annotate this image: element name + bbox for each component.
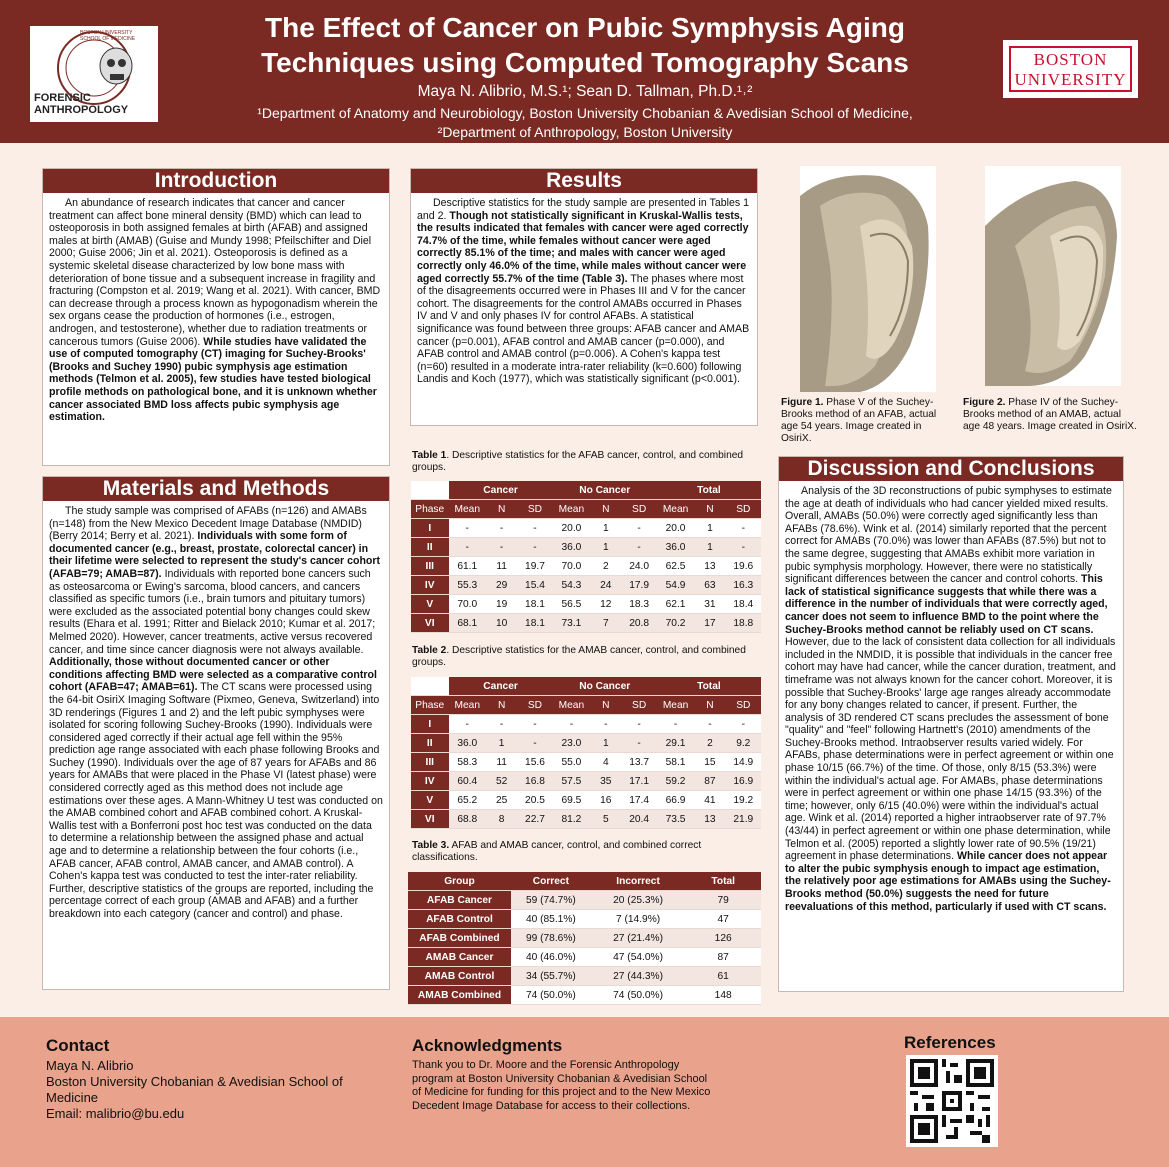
affiliation-1: ¹Department of Anatomy and Neurobiology, Boston University Chobanian & Avedisian School of Medicine, xyxy=(257,105,913,121)
table2-value-cell: 73.5 xyxy=(657,810,695,829)
table-row xyxy=(411,734,761,753)
table2-value-cell: - xyxy=(694,715,725,734)
table2-value-cell: 1 xyxy=(590,734,621,753)
table2-value-cell: 25 xyxy=(486,791,517,810)
contact-name: Maya N. Alibrio xyxy=(46,1058,134,1073)
methods-bold-2: Additionally, those without documented cancer or other conditions affecting BMD were selected as a comparative control cohort (AFAB=47; AMAB=61). xyxy=(49,656,377,694)
table2-caption-label: Table 2 xyxy=(412,645,447,656)
table2-value-cell: 4 xyxy=(590,753,621,772)
table1-phase-cell: II xyxy=(411,538,449,557)
table1-caption-text: . Descriptive statistics for the AFAB cancer, control, and combined groups. xyxy=(412,450,744,473)
table1-value-cell: - xyxy=(726,519,761,538)
table3-group-cell: AFAB Cancer xyxy=(408,891,511,910)
table1-value-cell: 18.4 xyxy=(726,595,761,614)
table-row xyxy=(411,772,761,791)
table2-column-header: N xyxy=(486,696,517,715)
table-row xyxy=(408,910,761,929)
table2-value-cell: 5 xyxy=(590,810,621,829)
table3-value-cell: 47 (54.0%) xyxy=(591,948,686,967)
table3-value-cell: 126 xyxy=(685,929,761,948)
table2-column-header: Phase xyxy=(411,696,449,715)
table1-value-cell: 73.1 xyxy=(553,614,591,633)
table1-value-cell: 20.0 xyxy=(657,519,695,538)
table2-caption xyxy=(412,645,767,669)
table2-group-header: No Cancer xyxy=(553,677,657,696)
table1-value-cell: 12 xyxy=(590,595,621,614)
table2-value-cell: 8 xyxy=(486,810,517,829)
acknowledgments-heading: Acknowledgments xyxy=(412,1036,563,1055)
results-bold-1: Though not statistically significant in Kruskal-Wallis tests, the results indicated that females with cancer were aged correctly 74.7% of the time, while females without cancer were aged correctly 85.1% of the time; and males with cancer were aged correctly only 46.0% of the time, while males without cancer were aged correctly 55.7% of the time (Table 3). xyxy=(417,209,749,285)
table-row xyxy=(411,614,761,633)
table2-value-cell: - xyxy=(657,715,695,734)
table1-value-cell: 19 xyxy=(486,595,517,614)
table1-value-cell: - xyxy=(449,538,487,557)
figure1-image xyxy=(800,166,936,392)
table2-value-cell: 23.0 xyxy=(553,734,591,753)
table1-value-cell: 18.8 xyxy=(726,614,761,633)
table-row xyxy=(411,810,761,829)
table-row xyxy=(411,519,761,538)
table1-column-header: N xyxy=(486,500,517,519)
table1-value-cell: 7 xyxy=(590,614,621,633)
table2-value-cell: - xyxy=(621,734,656,753)
table3-value-cell: 47 xyxy=(685,910,761,929)
table1-group-header: No Cancer xyxy=(553,481,657,500)
table3 xyxy=(408,872,761,1005)
contact-org-line1: Boston University Chobanian & Avedisian School of xyxy=(46,1074,343,1089)
table-row xyxy=(411,595,761,614)
table-row xyxy=(411,715,761,734)
table2-value-cell: 59.2 xyxy=(657,772,695,791)
table1-value-cell: 19.7 xyxy=(517,557,552,576)
table2-value-cell: - xyxy=(590,715,621,734)
table2-value-cell: 65.2 xyxy=(449,791,487,810)
table1-value-cell: 17 xyxy=(694,614,725,633)
table2-value-cell: 87 xyxy=(694,772,725,791)
affiliation-2: ²Department of Anthropology, Boston University xyxy=(437,124,733,140)
table1-column-header: Mean xyxy=(449,500,487,519)
table2-value-cell: 55.0 xyxy=(553,753,591,772)
figure1-caption-label: Figure 1. xyxy=(781,397,824,408)
table1-column-header: SD xyxy=(621,500,656,519)
table1-value-cell: 29 xyxy=(486,576,517,595)
contact-email[interactable]: Email: malibrio@bu.edu xyxy=(46,1106,185,1121)
table2-value-cell: - xyxy=(726,715,761,734)
table-row xyxy=(408,891,761,910)
table3-value-cell: 40 (46.0%) xyxy=(511,948,591,967)
references-heading: References xyxy=(904,1033,996,1052)
table3-value-cell: 74 (50.0%) xyxy=(511,986,591,1005)
introduction-text xyxy=(43,193,389,424)
table1-value-cell: 31 xyxy=(694,595,725,614)
table3-value-cell: 87 xyxy=(685,948,761,967)
contact-details xyxy=(46,1058,396,1122)
table2-value-cell: 9.2 xyxy=(726,734,761,753)
table1-value-cell: 1 xyxy=(590,538,621,557)
figure1-caption-text: Phase V of the Suchey-Brooks method of an AFAB, actual age 54 years. Image created in OsiriX. xyxy=(781,397,937,444)
table1-value-cell: 1 xyxy=(694,538,725,557)
table2-value-cell: 13.7 xyxy=(621,753,656,772)
table2-value-cell: 15 xyxy=(694,753,725,772)
methods-text-3: The CT scans were processed using the 64-bit OsiriX Imaging Software (Pixmeo, Geneva, Switzerland) into 3D renderings (Figures 1 and 2) and the left pubic symphyses were isolated for scoring following Suchey-Brooks (1990). Individuals were considered aged correctly if their actual age fell within the 95% prediction age range associated with each phase following Brooks and Suchey (1990). Individuals over the age of 87 years for AFABs and 86 years for AMABs that were placed in the Phase VI (latest phase) were considered correctly aged as this method does not include age estimations over these ages. A Mann-Whitney U test was conducted on the AMAB combined cohort and AFAB combined cohort. A Kruskal-Wallis test with a Bonferroni post hoc test was conducted on the data to determine a relationship between the assigned phase and actual age and to determine a relationship between the four cohorts (i.e., AFAB cancer, AFAB control, AMAB cancer, and AMAB control). A Cohen's kappa test was conducted to test the inter-rater reliability. Further, descriptive statistics of the groups are reported, including the percentage correct of each group (AMAB and AFAB) and a further breakdown into each category (cancer and control) and phase. xyxy=(49,681,383,920)
table2-phase-cell: IV xyxy=(411,772,449,791)
table2-value-cell: 19.2 xyxy=(726,791,761,810)
table1-value-cell: 62.1 xyxy=(657,595,695,614)
table2-phase-cell: V xyxy=(411,791,449,810)
methods-text-2: Individuals with reported bone cancers such as osteosarcoma or Ewing's sarcoma, blood cancers, and cancers classified as specific tumors (i.e., brain tumors and pituitary tumors) were excluded as the associated potential bony changes could skew results (Ehara et al. 1991; Ritter and Bielack 2010; Kumar et al. 2017; Melmed 2020). However, cancer treatments, active versus recovered cancer, and time since cancer diagnosis were not always available. xyxy=(49,567,376,656)
table1-value-cell: 54.3 xyxy=(553,576,591,595)
references-qr-code[interactable] xyxy=(906,1055,998,1147)
table1-value-cell: 13 xyxy=(694,557,725,576)
table1-column-header: SD xyxy=(517,500,552,519)
discussion-text xyxy=(779,481,1123,913)
results-text xyxy=(411,193,757,386)
poster-title xyxy=(180,10,990,80)
table2-value-cell: 35 xyxy=(590,772,621,791)
table2-phase-cell: II xyxy=(411,734,449,753)
table1-value-cell: 18.1 xyxy=(517,614,552,633)
table3-value-cell: 27 (21.4%) xyxy=(591,929,686,948)
table1-phase-cell: III xyxy=(411,557,449,576)
figure1-side-mark: L xyxy=(920,172,926,183)
table1-column-header: N xyxy=(590,500,621,519)
table1-value-cell: 55.3 xyxy=(449,576,487,595)
table1-column-header: SD xyxy=(726,500,761,519)
introduction-text-plain: An abundance of research indicates that cancer and cancer treatment can affect bone mineral density (BMD) which can lead to osteoporosis in both assigned females at birth (AFAB) and assigned males at birth (AMAB) (Guise and Mundy 1998; Pfeilschifter and Diel 2000; Guise 2006; Jin et al. 2021). Osteoporosis is defined as a systemic skeletal disease characterized by low bone mass with deterioration of bone tissue and a subsequent increase in fragility and fracturing (Compston et al. 2019; Wang et al. 2021). With cancer, BMD can decrease through a process known as hypogonadism wherein the sex organs cease the production of hormones (i.e., estrogen, androgen, and testosterone), whether due to radiation treatments or cancerous tumors (Guise 2006). xyxy=(49,197,381,348)
table3-group-cell: AMAB Combined xyxy=(408,986,511,1005)
table1-value-cell: - xyxy=(449,519,487,538)
bu-logo-line1: BOSTON xyxy=(1033,50,1108,69)
table3-value-cell: 20 (25.3%) xyxy=(591,891,686,910)
table1-value-cell: 24.0 xyxy=(621,557,656,576)
table2-value-cell: 20.4 xyxy=(621,810,656,829)
table2-value-cell: - xyxy=(621,715,656,734)
results-text-1: Descriptive statistics for the study sample are presented in Tables 1 and 2. xyxy=(417,197,750,222)
discussion-bold-2: While cancer does not appear to alter the pubic symphysis enough to impact age estimation, the relatively poor age estimations for AMABs using the Suchey-Brooks method (50.0%) suggests the need for future reevaluations of this method, particularly if used with CT scans. xyxy=(785,850,1111,913)
figure2-side-mark: L xyxy=(1105,172,1111,183)
table-row xyxy=(411,557,761,576)
introduction-panel xyxy=(42,168,390,466)
table2-value-cell: 68.8 xyxy=(449,810,487,829)
table3-value-cell: 7 (14.9%) xyxy=(591,910,686,929)
table2-value-cell: 15.6 xyxy=(517,753,552,772)
table2-value-cell: 52 xyxy=(486,772,517,791)
table2-group-header: Cancer xyxy=(449,677,553,696)
table2-value-cell: 20.5 xyxy=(517,791,552,810)
table3-value-cell: 61 xyxy=(685,967,761,986)
table2-column-header: N xyxy=(694,696,725,715)
poster-authors: Maya N. Alibrio, M.S.¹; Sean D. Tallman, Ph.D.¹˒² xyxy=(417,83,753,100)
table1-phase-cell: V xyxy=(411,595,449,614)
table2-value-cell: 58.3 xyxy=(449,753,487,772)
table1-value-cell: 70.2 xyxy=(657,614,695,633)
table1-value-cell: 62.5 xyxy=(657,557,695,576)
table3-value-cell: 79 xyxy=(685,891,761,910)
table-row xyxy=(411,538,761,557)
table1-value-cell: 17.9 xyxy=(621,576,656,595)
table1-value-cell: 16.3 xyxy=(726,576,761,595)
table2-value-cell: 21.9 xyxy=(726,810,761,829)
table2-value-cell: 81.2 xyxy=(553,810,591,829)
table3-group-cell: AMAB Control xyxy=(408,967,511,986)
table2-value-cell: 16 xyxy=(590,791,621,810)
table2-value-cell: 16.9 xyxy=(726,772,761,791)
table1-value-cell: 20.0 xyxy=(553,519,591,538)
table2-phase-cell: VI xyxy=(411,810,449,829)
table2-value-cell: 14.9 xyxy=(726,753,761,772)
table2-column-header: SD xyxy=(517,696,552,715)
table3-group-cell: AMAB Cancer xyxy=(408,948,511,967)
methods-text-1: The study sample was comprised of AFABs (n=126) and AMABs (n=148) from the New Mexico Decedent Image Database (NMDID) (Berry 2014; Berry et al. 2021). xyxy=(49,505,367,543)
table1-value-cell: - xyxy=(486,538,517,557)
table3-value-cell: 40 (85.1%) xyxy=(511,910,591,929)
table3-caption-label: Table 3. xyxy=(412,840,450,851)
table1-value-cell: 70.0 xyxy=(449,595,487,614)
figure2-image xyxy=(985,166,1121,386)
table2-value-cell: 60.4 xyxy=(449,772,487,791)
table3-column-header: Correct xyxy=(511,872,591,891)
introduction-text-bold: While studies have validated the use of computed tomography (CT) imaging for Suchey-Brooks' (Brooks and Suchey 1990) pubic symphysis age estimation methods (Telmon et al. 2005), few studies have tested biological profile methods on pathological bone, and it is unknown whether cancer associated BMD loss affects pubic symphysis age estimation. xyxy=(49,335,377,424)
table3-group-cell: AFAB Control xyxy=(408,910,511,929)
table1-value-cell: 54.9 xyxy=(657,576,695,595)
poster-affiliations xyxy=(180,104,990,142)
table2-value-cell: 22.7 xyxy=(517,810,552,829)
table2-corner-cell xyxy=(411,677,449,696)
table3-value-cell: 99 (78.6%) xyxy=(511,929,591,948)
table1-value-cell: 68.1 xyxy=(449,614,487,633)
table2-column-header: Mean xyxy=(657,696,695,715)
results-panel xyxy=(410,168,758,426)
forensic-anthropology-logo xyxy=(30,26,158,122)
table1-value-cell: 10 xyxy=(486,614,517,633)
table1-value-cell: 18.3 xyxy=(621,595,656,614)
table3-column-header: Group xyxy=(408,872,511,891)
table3-column-header: Total xyxy=(685,872,761,891)
table1-value-cell: 70.0 xyxy=(553,557,591,576)
table2-value-cell: 1 xyxy=(486,734,517,753)
table2-value-cell: - xyxy=(553,715,591,734)
table1-value-cell: - xyxy=(517,519,552,538)
table2-value-cell: 13 xyxy=(694,810,725,829)
table1-value-cell: - xyxy=(621,538,656,557)
table1-phase-cell: IV xyxy=(411,576,449,595)
table2-value-cell: 69.5 xyxy=(553,791,591,810)
table1-value-cell: - xyxy=(517,538,552,557)
table1-value-cell: 18.1 xyxy=(517,595,552,614)
table1-column-header: Mean xyxy=(657,500,695,519)
table1-value-cell: 56.5 xyxy=(553,595,591,614)
table2-value-cell: 17.1 xyxy=(621,772,656,791)
table2-column-header: Mean xyxy=(449,696,487,715)
boston-university-logo xyxy=(1003,40,1138,98)
methods-bold-1: Individuals with some form of documented cancer (e.g., breast, prostate, colorectal cancer) in their lifetime were selected to represent the study's cancer cohort (AFAB=79; AMAB=87). xyxy=(49,530,381,580)
table1-value-cell: 20.8 xyxy=(621,614,656,633)
contact-heading: Contact xyxy=(46,1036,110,1055)
poster-title-line1: The Effect of Cancer on Pubic Symphysis Aging xyxy=(265,12,905,43)
table2-column-header: SD xyxy=(726,696,761,715)
table2-value-cell: - xyxy=(449,715,487,734)
table-row xyxy=(411,576,761,595)
table2-value-cell: 58.1 xyxy=(657,753,695,772)
table2-value-cell: 16.8 xyxy=(517,772,552,791)
acknowledgments-text: Thank you to Dr. Moore and the Forensic Anthropology program at Boston University Chobanian & Avedisian School of Medicine for funding for this project and to the New Mexico Decedent Image Database for access to their collections. xyxy=(412,1059,711,1112)
table1-value-cell: 15.4 xyxy=(517,576,552,595)
table2-value-cell: 36.0 xyxy=(449,734,487,753)
bu-logo-line2: UNIVERSITY xyxy=(1014,70,1127,89)
table1-caption xyxy=(412,450,752,474)
table3-value-cell: 34 (55.7%) xyxy=(511,967,591,986)
discussion-text-1: Analysis of the 3D reconstructions of pubic symphyses to estimate the age at death of individuals who had cancer yielded mixed results. Overall, AMABs (50.0%) were correctly aged significantly less than AFABs (78.6%). Wink et al. (2014) similarly reported that the percent correct for AMABs (70.0%) was lower than AFABs (87.5%) but not to the same degree, suggesting that AMABs exhibit more variation in pubic symphysis morphology. However, there were no statistically significant differences between the cancer and control cohorts. xyxy=(785,485,1112,586)
table2-phase-cell: I xyxy=(411,715,449,734)
discussion-panel xyxy=(778,456,1124,992)
table1-value-cell: 19.6 xyxy=(726,557,761,576)
discussion-bold-1: This lack of statistical significance suggests that while there was a difference in the number of individuals that were correctly aged, cancer does not seem to influence BMD to the point where the Suchey-Brooks method cannot be reliably used on CT scans. xyxy=(785,573,1108,636)
methods-panel xyxy=(42,476,390,990)
table1-group-header: Cancer xyxy=(449,481,553,500)
table1-phase-cell: I xyxy=(411,519,449,538)
table2-group-header: Total xyxy=(657,677,761,696)
table2-value-cell: - xyxy=(486,715,517,734)
table1-value-cell: 36.0 xyxy=(553,538,591,557)
table2-phase-cell: III xyxy=(411,753,449,772)
logo-ring-text: BOSTON UNIVERSITY SCHOOL OF MEDICINE xyxy=(80,30,136,42)
results-heading: Results xyxy=(411,169,757,193)
table1-caption-label: Table 1 xyxy=(412,450,447,461)
results-text-2: The phases where most of the disagreements occurred were in Phases III and V for the cancer cohort. The disagreements for the control AMABs occurred in Phases IV and V and only phases IV for control AFABs. A statistical significance was found between three groups: AFAB cancer and AMAB cancer (p=0.001), AFAB control and AMAB cancer (p=0.000), and AFAB control and AMAB control (p=0.006). A Cohen's kappa test (n=60) resulted in a moderate intra-rater reliability (k=0.600) following Landis and Koch (1977), which was statistically significant (p<0.001). xyxy=(417,272,750,386)
table1-value-cell: - xyxy=(621,519,656,538)
table1-column-header: Mean xyxy=(553,500,591,519)
table-row xyxy=(408,967,761,986)
figure2-caption-label: Figure 2. xyxy=(963,397,1006,408)
table1-value-cell: 1 xyxy=(694,519,725,538)
table3-value-cell: 59 (74.7%) xyxy=(511,891,591,910)
table1-value-cell: 36.0 xyxy=(657,538,695,557)
table2-value-cell: 17.4 xyxy=(621,791,656,810)
table-row xyxy=(408,986,761,1005)
table-row xyxy=(408,948,761,967)
table2-column-header: SD xyxy=(621,696,656,715)
table1-value-cell: 61.1 xyxy=(449,557,487,576)
table1-value-cell: 63 xyxy=(694,576,725,595)
contact-org-line2: Medicine xyxy=(46,1090,99,1105)
table3-caption xyxy=(412,840,752,864)
introduction-heading: Introduction xyxy=(43,169,389,193)
discussion-heading: Discussion and Conclusions xyxy=(779,457,1123,481)
table2-value-cell: 57.5 xyxy=(553,772,591,791)
table1-column-header: N xyxy=(694,500,725,519)
table1-column-header: Phase xyxy=(411,500,449,519)
discussion-text-2: However, due to the lack of consistent data collection for all individuals included in the NMDID, it is possible that individuals in the cancer free cohort may have had cancer, while the cancer duration, treatment, and timeframe was not always known for the cancer cohort. Moreover, it is possible that Suchey-Brooks' large age ranges already accommodate for any bony changes related to cancer, if present. Further, the analysis of 3D rendered CT scans precludes the assessment of bone "quality" and "feel" following Hartnett's (2010) amendments of the Suchey-Brooks method. Intraobserver results varied widely. For AFABs, phase determinations were in perfect agreement or within one phase 10/15 (66.7%) of the time. Of those, only 8/15 (53.3%) were within the individual's actual age. For AMABs, phase determinations were in perfect agreement or within one phase 14/15 (93.3%) of the time; however, only 6/15 (40.0%) were within the individual's actual age. Wink et al. (2014) reported a higher intraobserver rate of 97.7% (43/44) in perfect agreement or within one phase determination, while Telmon et al. (2005) reported a slightly lower rate of 90.5% (19/21) agreement in phase determinations. xyxy=(785,636,1116,863)
table1-value-cell: - xyxy=(486,519,517,538)
table1-corner-cell xyxy=(411,481,449,500)
table2-column-header: N xyxy=(590,696,621,715)
table3-caption-text: AFAB and AMAB cancer, control, and combined correct classifications. xyxy=(412,840,702,863)
table3-value-cell: 27 (44.3%) xyxy=(591,967,686,986)
table3-group-cell: AFAB Combined xyxy=(408,929,511,948)
figure2-caption-text: Phase IV of the Suchey-Brooks method of an AMAB, actual age 48 years. Image created in OsiriX. xyxy=(963,397,1137,432)
table-row xyxy=(411,791,761,810)
logo-text-anthropology: ANTHROPOLOGY xyxy=(34,104,129,116)
table2-value-cell: 11 xyxy=(486,753,517,772)
table2-value-cell: - xyxy=(517,715,552,734)
methods-heading: Materials and Methods xyxy=(43,477,389,501)
table1-value-cell: 11 xyxy=(486,557,517,576)
poster-header xyxy=(0,0,1169,143)
table2 xyxy=(411,677,761,829)
table1-value-cell: 1 xyxy=(590,519,621,538)
table3-value-cell: 148 xyxy=(685,986,761,1005)
table-row xyxy=(408,929,761,948)
table1-value-cell: 24 xyxy=(590,576,621,595)
table-row xyxy=(411,753,761,772)
table2-value-cell: 29.1 xyxy=(657,734,695,753)
table2-value-cell: 41 xyxy=(694,791,725,810)
table2-value-cell: 66.9 xyxy=(657,791,695,810)
table1-phase-cell: VI xyxy=(411,614,449,633)
table2-column-header: Mean xyxy=(553,696,591,715)
poster-title-line2: Techniques using Computed Tomography Scans xyxy=(261,47,909,78)
table3-value-cell: 74 (50.0%) xyxy=(591,986,686,1005)
figure1-caption xyxy=(781,397,951,445)
table1-value-cell: - xyxy=(726,538,761,557)
table2-value-cell: 2 xyxy=(694,734,725,753)
logo-text-forensic: FORENSIC xyxy=(34,92,91,104)
table3-column-header: Incorrect xyxy=(591,872,686,891)
methods-text xyxy=(43,501,389,921)
figure2-caption xyxy=(963,397,1138,433)
table1 xyxy=(411,481,761,633)
table2-caption-text: . Descriptive statistics for the AMAB cancer, control, and combined groups. xyxy=(412,645,746,668)
table1-group-header: Total xyxy=(657,481,761,500)
table2-value-cell: - xyxy=(517,734,552,753)
table1-value-cell: 2 xyxy=(590,557,621,576)
